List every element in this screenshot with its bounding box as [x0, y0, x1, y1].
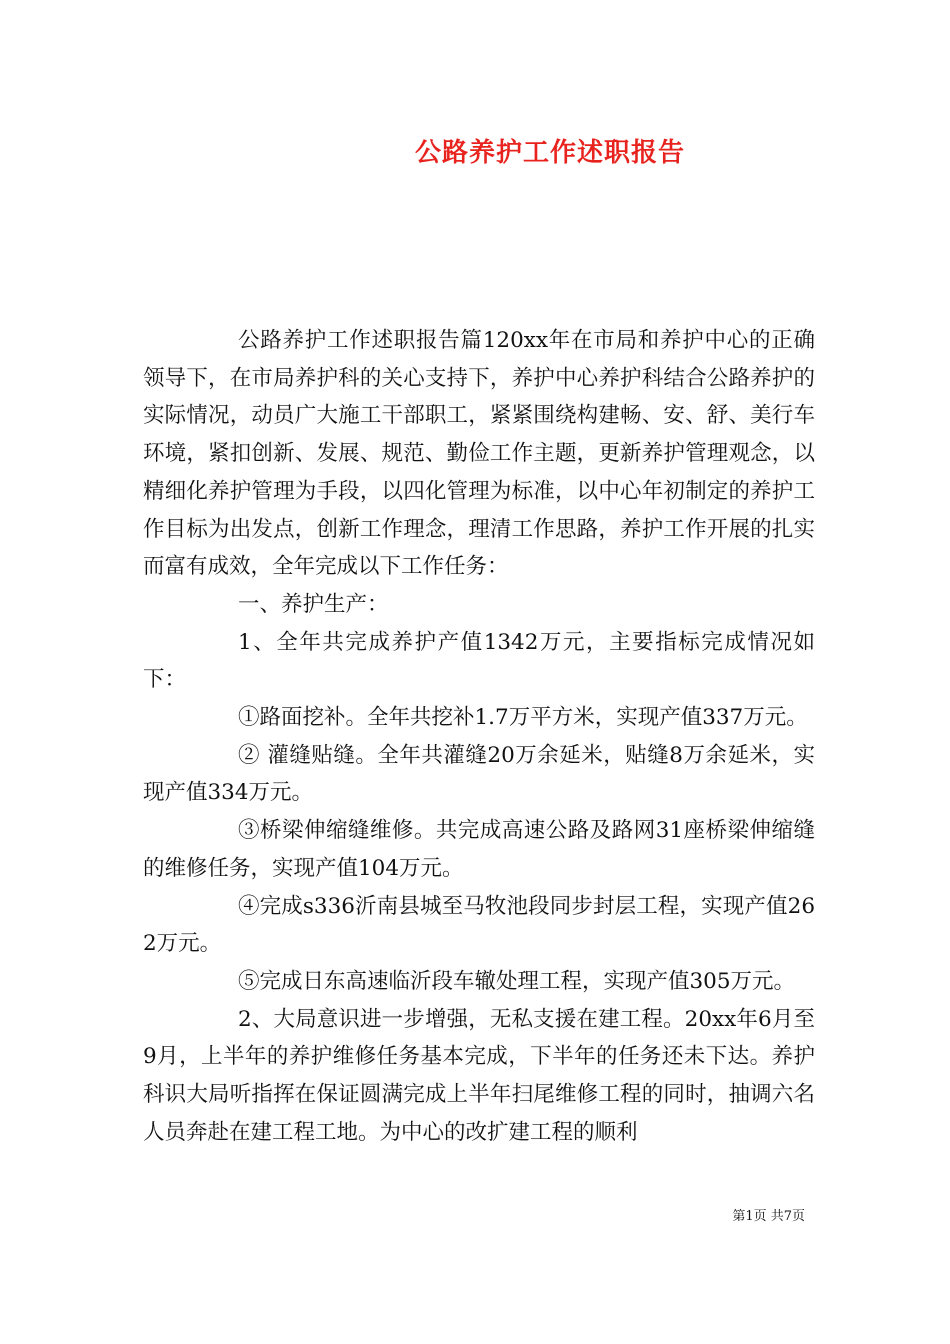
paragraph-subitem-4: ④完成s336沂南县城至马牧池段同步封层工程，实现产值262万元。 — [143, 893, 815, 957]
section-heading-maintenance: 一、养护生产： — [238, 591, 389, 617]
paragraph-subitem-1: ①路面挖补。全年共挖补1.7万平方米，实现产值337万元。 — [238, 705, 808, 731]
paragraph-subitem-2: ② 灌缝贴缝。全年共灌缝20万余延米，贴缝8万余延米，实现产值334万元。 — [143, 742, 815, 806]
paragraph-subitem-5: ⑤完成日东高速临沂段车辙处理工程，实现产值305万元。 — [238, 968, 796, 994]
paragraph-subitem-3: ③桥梁伸缩缝维修。共完成高速公路及路网31座桥梁伸缩缝的维修任务，实现产值104万元。 — [143, 818, 815, 881]
page-number: 第1页 共7页 — [732, 1209, 805, 1224]
paragraph-item-1: 1、全年共完成养护产值1342万元，主要指标完成情况如下： — [143, 629, 815, 693]
paragraph-item-2: 2、大局意识进一步增强，无私支援在建工程。20xx年6月至9月，上半年的养护维修任务基本完成，下半年的任务还未下达。养护科识大局听指挥在保证圆满完成上半年扫尾维修工程的同时，抽调六名人员奔赴在建工程工地。为中心的改扩建工程的顺利 — [143, 1006, 815, 1145]
document-body — [143, 322, 815, 1151]
document-title: 公路养护工作述职报告 — [414, 138, 685, 168]
paragraph-intro: 公路养护工作述职报告篇120xx年在市局和养护中心的正确领导下，在市局养护科的关心支持下，养护中心养护科结合公路养护的实际情况，动员广大施工干部职工，紧紧围绕构建畅、安、舒、美行车环境，紧扣创新、发展、规范、勤俭工作主题，更新养护管理观念，以精细化养护管理为手段，以四化管理为标准，以中心年初制定的养护工作目标为出发点，创新工作理念，理清工作思路，养护工作开展的扎实而富有成效，全年完成以下工作任务： — [143, 328, 815, 580]
